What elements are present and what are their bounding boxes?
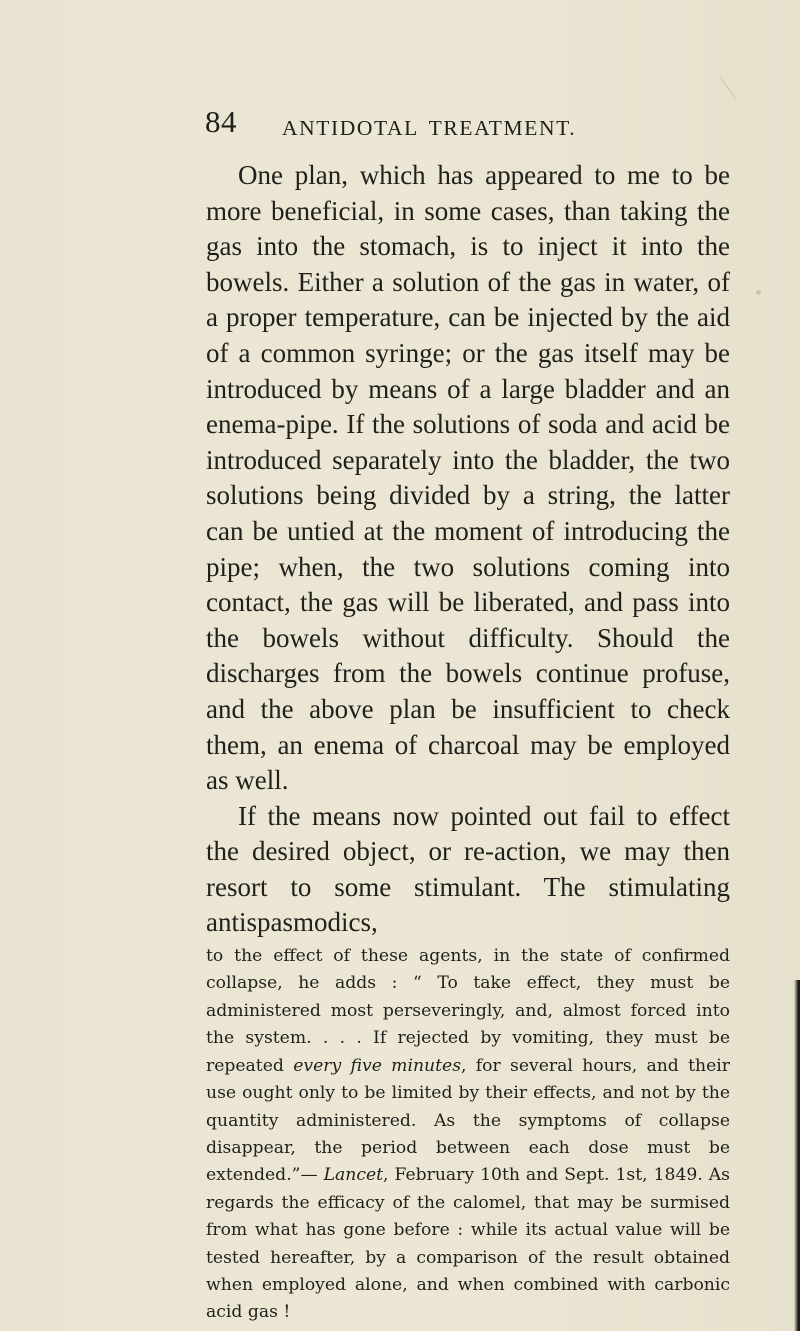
- paragraph-2: If the means now pointed out fail to effect the desired object, or re-action, we may then resort to some stimulant. The stimulating antispasmodics,: [206, 800, 730, 938]
- paragraph-1: One plan, which has appeared to me to be more beneficial, in some cases, than taking the gas into the stomach, is to inject it into the bowels. Either a solution of the gas in water, of a proper temperature, can be injected by the aid of a common syringe; or the gas itself may be introduced by means of a large bladder and an enema-pipe. If the solutions of soda and acid be introduced separately into the bladder, the two solutions being divided by a string, the latter can be untied at the moment of introducing the pipe; when, the two solutions coming into contact, the gas will be liberated, and pass into the bowels without difficulty. Should the discharges from the bowels continue profuse, and the above plan be insufficient to check them, an enema of charcoal may be employed as well.: [206, 160, 730, 796]
- quote-italic-1: every five minutes: [293, 1055, 462, 1076]
- quote-part-2: , for several hours, and their use ought only to be limited by their effects, and not by the quantity administered. As the symptoms of collapse disappear, the period between each dose must be extended.”—: [206, 1055, 730, 1186]
- page-header: [0, 104, 800, 144]
- quote-part-3: , February 10th and Sept. 1st, 1849. As regards the efficacy of the calomel, that may be surmised from what has gone before : while its actual value will be tested hereafter, by a comparison of the result obtained when employed alone, and when combined with carbonic acid gas !: [206, 1165, 731, 1323]
- quote-italic-2: Lancet: [323, 1165, 384, 1186]
- page-number: 84: [205, 104, 237, 139]
- page-edge-shadow: [794, 980, 800, 1331]
- pencil-mark: [720, 72, 743, 100]
- running-head: ANTIDOTAL TREATMENT.: [282, 116, 577, 140]
- quote-part-1: to the effect of these agents, in the state of confirmed collapse, he adds : “ To take effect, they must be administered most perseveringly, and, almost forced into the system. . . . If rejected by vomiting, they must be repeated: [206, 946, 730, 1076]
- quoted-passage: [206, 943, 730, 1327]
- ink-dot: [756, 290, 761, 295]
- body-text: [206, 158, 730, 1327]
